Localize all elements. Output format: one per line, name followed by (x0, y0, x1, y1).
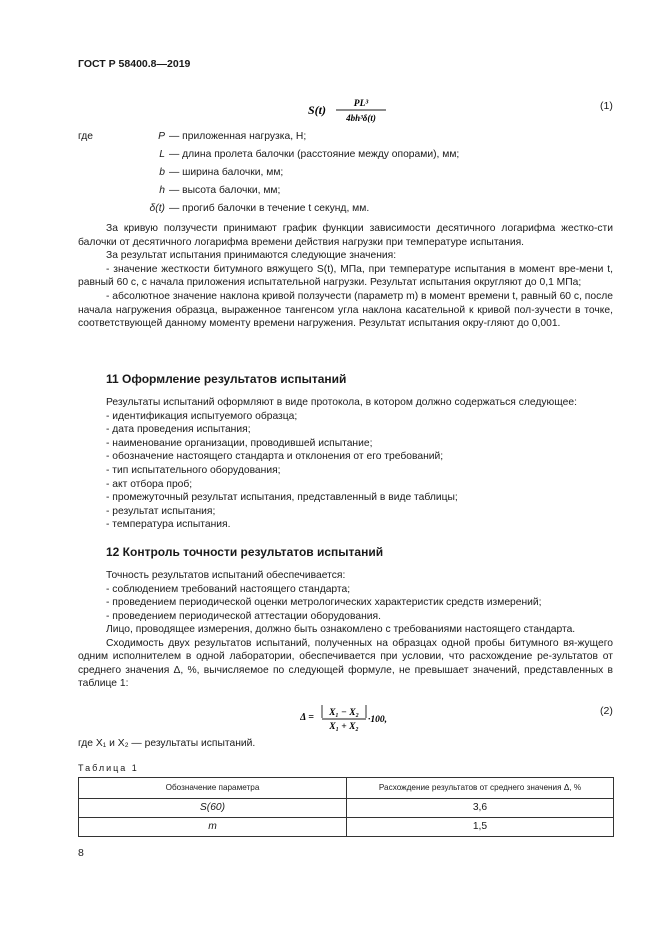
paragraph: Сходимость двух результатов испытаний, полученных на образцах одной пробы битумного вя-жущего одним исполнителем в одной лаборатории, обеспечивается при условии, что расхождение ре-зультатов от среднего значения Δ, %, вычисляемое по следующей формуле, не превышает значений, представленных в таблице 1: (78, 637, 613, 690)
section-12-paragraphs (78, 623, 613, 691)
equation-number-1: (1) (600, 100, 613, 112)
formula-2 (300, 702, 400, 732)
formula-2-lhs: Δ = (300, 712, 314, 723)
variable-symbol: h (159, 185, 165, 196)
variable-description: — приложенная нагрузка, Н; (169, 131, 307, 142)
variable-description: — высота балочки, мм; (169, 185, 281, 196)
table-caption: Таблица 1 (78, 763, 139, 773)
variable-definition-row (78, 184, 598, 202)
formula-1-lhs: S(t) (308, 103, 326, 117)
list-item: - результат испытания; (106, 505, 216, 517)
list-item: - тип испытательного оборудования; (106, 464, 281, 476)
list-item: - обозначение настоящего стандарта и отклонения от его требований; (106, 451, 444, 463)
formula-1-numerator: PL³ (353, 99, 369, 109)
variable-description: — ширина балочки, мм; (169, 167, 284, 178)
formula-2-denominator: X₁ + X₂ (329, 722, 359, 732)
paragraph: - значение жесткости битумного вяжущего S(t), МПа, при температуре испытания в момент вре-мени t, равный 60 с, с начала приложения испытательной нагрузки. Результат испытания округляют до 0,1 МПа; (78, 263, 613, 289)
paragraph: Лицо, проводящее измерения, должно быть ознакомлено с требованиями настоящего стандарта. (106, 624, 576, 635)
section-12-title: 12 Контроль точности результатов испытаний (106, 545, 384, 559)
variable-symbol: L (159, 149, 165, 160)
formula-2-numerator: X₁ − X₂ (329, 708, 359, 718)
list-item: - проведением периодической оценки метрологических характеристик средств измерений; (106, 597, 542, 609)
list-item: - идентификация испытуемого образца; (106, 410, 298, 422)
table-cell: 1,5 (347, 818, 614, 837)
formula-2-tail: ·100, (368, 715, 387, 725)
section-12-list (106, 569, 616, 623)
formula-1-denominator: 4bh³δ(t) (346, 113, 376, 123)
result-paragraphs (78, 222, 613, 331)
section-intro: Результаты испытаний оформляют в виде протокола, в котором должно содержаться следующее: (106, 397, 577, 408)
formula-2-svg (300, 702, 400, 732)
page-number: 8 (78, 847, 84, 859)
list-item: - проведением периодической аттестации оборудования. (106, 610, 381, 622)
table-cell: 3,6 (347, 799, 614, 818)
list-item: - акт отбора проб; (106, 478, 193, 490)
list-item: - промежуточный результат испытания, представленный в виде таблицы; (106, 492, 458, 504)
formula-1 (308, 92, 398, 128)
variable-symbol: P (158, 131, 165, 142)
table-cell: m (79, 818, 347, 837)
section-11-list (106, 396, 616, 532)
variable-definition-row (78, 148, 598, 166)
formula-1-svg (308, 92, 403, 128)
list-item: - соблюдением требований настоящего стандарта; (106, 583, 351, 595)
results-table (78, 777, 614, 837)
document-header: ГОСТ Р 58400.8—2019 (78, 58, 191, 70)
table-row (79, 818, 614, 837)
table-header-cell: Расхождение результатов от среднего значения Δ, % (347, 778, 614, 799)
variable-description: — длина пролета балочки (расстояние между опорами), мм; (169, 149, 460, 160)
paragraph: За результат испытания принимаются следующие значения: (106, 250, 397, 262)
variable-definition-row (78, 166, 598, 184)
table-cell: S(60) (79, 799, 347, 818)
variable-definitions (78, 130, 598, 220)
where-prefix: где (78, 131, 94, 142)
list-item: - температура испытания. (106, 519, 231, 531)
variable-definition-2: где X₁ и X₂ — результаты испытаний. (78, 738, 256, 749)
list-item: - дата проведения испытания; (106, 424, 251, 436)
variable-symbol: b (159, 167, 165, 178)
variable-definition-row (78, 202, 598, 220)
table-row (79, 799, 614, 818)
table-header-cell: Обозначение параметра (79, 778, 347, 799)
paragraph: За кривую ползучести принимают график функции зависимости десятичного логарифма жестко-сти балочки от десятичного логарифма времени действия нагрузки при температуре испытания. (78, 223, 613, 248)
section-intro: Точность результатов испытаний обеспечивается: (106, 570, 346, 581)
table-header-row (79, 778, 614, 799)
paragraph: - абсолютное значение наклона кривой ползучести (параметр m) в момент времени t, равный 60 с, после начала нагружения образца, выраженное тангенсом угла наклона касательной к кривой пол-зучести в точке, соответствующей данному моменту времени нагружения. Результат испытания окру-гляют до 0,001. (78, 290, 613, 330)
variable-definition-row (78, 130, 598, 148)
variable-symbol: δ(t) (149, 203, 165, 214)
variable-description: — прогиб балочки в течение t секунд, мм. (169, 203, 370, 214)
section-11-title: 11 Оформление результатов испытаний (106, 372, 347, 386)
equation-number-2: (2) (600, 705, 613, 717)
list-item: - наименование организации, проводившей испытание; (106, 437, 373, 449)
